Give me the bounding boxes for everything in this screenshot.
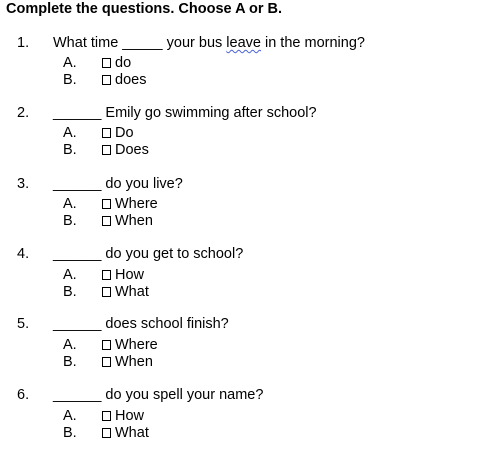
option-letter: B.: [63, 142, 77, 158]
option-letter: B.: [63, 354, 77, 370]
question-2: [0, 105, 501, 175]
option-letter: B.: [63, 213, 77, 229]
question-3: [0, 176, 501, 246]
option-text: What: [115, 425, 149, 441]
option-text: do: [115, 55, 132, 71]
option-a[interactable]: [0, 408, 501, 425]
question-1: [0, 35, 501, 105]
option-text: Do: [115, 125, 134, 141]
option-b[interactable]: [0, 354, 501, 371]
checkbox-icon[interactable]: [102, 340, 111, 350]
option-letter: A.: [63, 125, 77, 141]
option-letter: A.: [63, 408, 77, 424]
option-letter: A.: [63, 196, 77, 212]
checkbox-icon[interactable]: [102, 75, 111, 85]
grammar-flagged-word: leave: [226, 35, 261, 51]
question-stem: ______ do you spell your name?: [53, 387, 264, 403]
checkbox-icon[interactable]: [102, 128, 111, 138]
checkbox-icon[interactable]: [102, 357, 111, 367]
option-letter: B.: [63, 425, 77, 441]
question-5: [0, 316, 501, 386]
option-letter: A.: [63, 337, 77, 353]
question-6: [0, 387, 501, 457]
question-number: 2.: [17, 105, 30, 121]
checkbox-icon[interactable]: [102, 270, 111, 280]
worksheet-title: Complete the questions. Choose A or B.: [6, 1, 283, 17]
option-b[interactable]: [0, 284, 501, 301]
option-text: does: [115, 72, 147, 88]
checkbox-icon[interactable]: [102, 428, 111, 438]
option-letter: A.: [63, 55, 77, 71]
option-letter: B.: [63, 72, 77, 88]
option-b[interactable]: [0, 142, 501, 159]
option-b[interactable]: [0, 425, 501, 442]
question-stem: What time _____ your bus leave in the morning?: [53, 35, 365, 51]
option-a[interactable]: [0, 267, 501, 284]
option-a[interactable]: [0, 337, 501, 354]
answer-blank: ______: [53, 316, 102, 332]
question-number: 1.: [17, 35, 30, 51]
option-text: How: [115, 408, 145, 424]
option-letter: B.: [63, 284, 77, 300]
question-number: 3.: [17, 176, 30, 192]
checkbox-icon[interactable]: [102, 145, 111, 155]
answer-blank: ______: [53, 246, 102, 262]
answer-blank: _____: [122, 35, 163, 51]
checkbox-icon[interactable]: [102, 287, 111, 297]
option-letter: A.: [63, 267, 77, 283]
checkbox-icon[interactable]: [102, 411, 111, 421]
option-text: Does: [115, 142, 149, 158]
option-text: When: [115, 354, 153, 370]
option-text: What: [115, 284, 149, 300]
question-stem: ______ do you get to school?: [53, 246, 244, 262]
option-text: How: [115, 267, 145, 283]
option-a[interactable]: [0, 196, 501, 213]
question-stem: ______ Emily go swimming after school?: [53, 105, 317, 121]
option-text: Where: [115, 337, 158, 353]
answer-blank: ______: [53, 105, 102, 121]
option-text: Where: [115, 196, 158, 212]
answer-blank: ______: [53, 176, 102, 192]
question-number: 4.: [17, 246, 30, 262]
option-a[interactable]: [0, 55, 501, 72]
option-text: When: [115, 213, 153, 229]
option-b[interactable]: [0, 72, 501, 89]
question-number: 5.: [17, 316, 30, 332]
option-a[interactable]: [0, 125, 501, 142]
answer-blank: ______: [53, 387, 102, 403]
checkbox-icon[interactable]: [102, 216, 111, 226]
question-number: 6.: [17, 387, 30, 403]
question-stem: ______ do you live?: [53, 176, 183, 192]
checkbox-icon[interactable]: [102, 199, 111, 209]
question-stem: ______ does school finish?: [53, 316, 229, 332]
option-b[interactable]: [0, 213, 501, 230]
question-4: [0, 246, 501, 316]
checkbox-icon[interactable]: [102, 58, 111, 68]
